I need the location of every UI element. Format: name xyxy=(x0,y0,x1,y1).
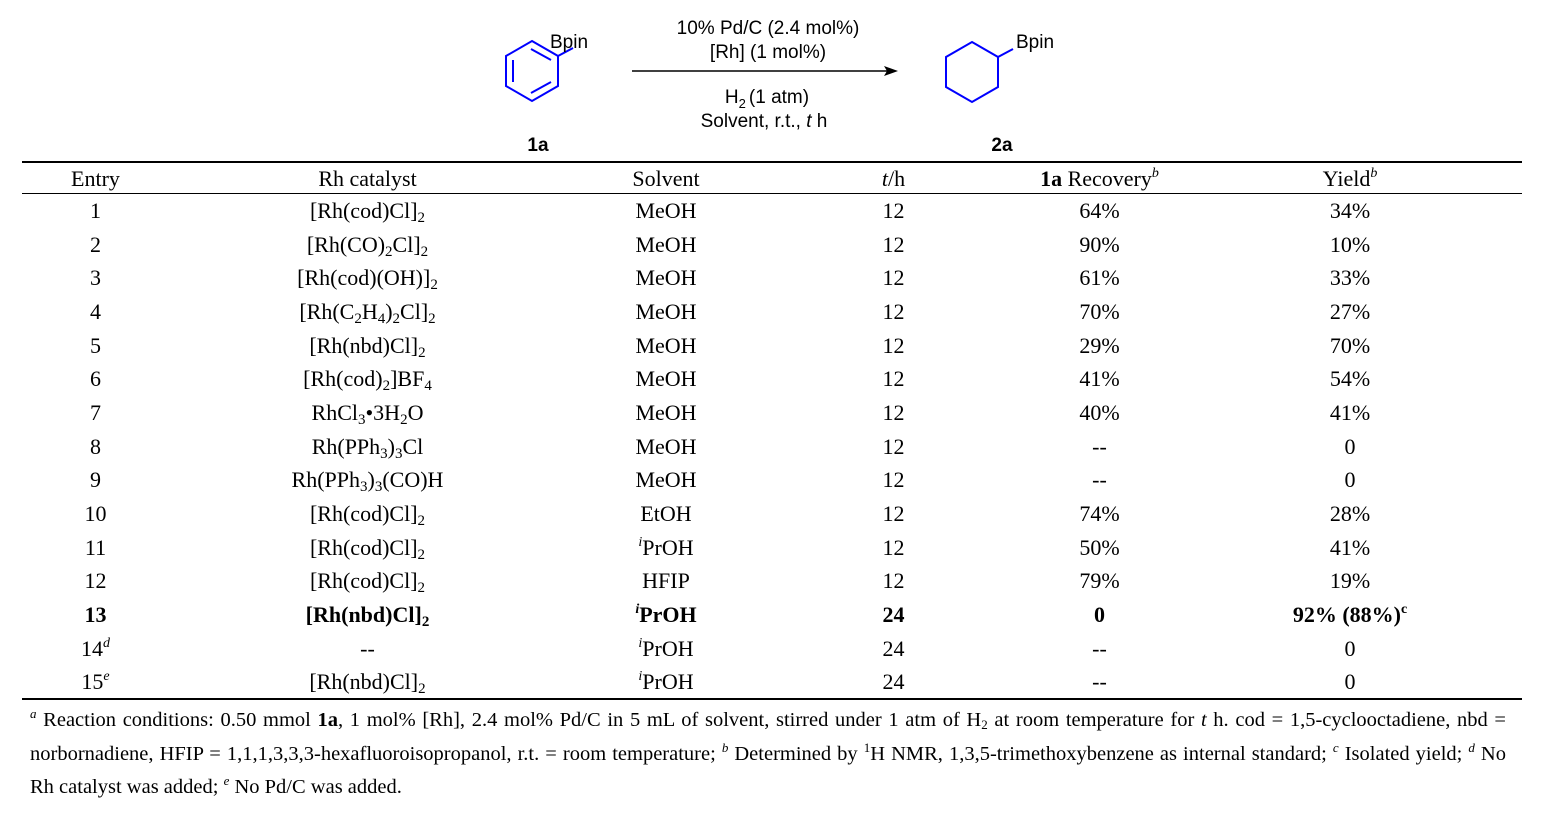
table-row xyxy=(22,261,1522,295)
product-bpin-label: Bpin xyxy=(1016,32,1055,53)
cell-recovery: 41% xyxy=(1079,366,1120,392)
cell-solvent: $^i$PrOH xyxy=(638,635,694,661)
cell-recovery: -- xyxy=(1092,467,1107,493)
table-row xyxy=(22,228,1522,262)
table-row xyxy=(22,666,1522,700)
cell-yield: 0 xyxy=(1344,467,1356,493)
table-row xyxy=(22,565,1522,599)
cell-catalyst: $[Rh(C_2H_4)_2Cl]_2$ xyxy=(299,298,436,327)
table-row xyxy=(22,362,1522,396)
cell-time: 24 xyxy=(882,635,905,661)
cell-time: 12 xyxy=(882,534,905,560)
cell-time: 24 xyxy=(882,602,905,628)
header-entry: Entry xyxy=(71,165,120,191)
reaction-scheme xyxy=(0,0,1541,160)
condition-rh: [Rh] (1 mol%) xyxy=(709,42,827,63)
cell-recovery: 64% xyxy=(1079,197,1120,223)
cell-time: 12 xyxy=(882,298,905,324)
cell-solvent: $^i$PrOH xyxy=(638,669,694,695)
results-table xyxy=(22,163,1522,699)
table-row xyxy=(22,464,1522,498)
cell-yield: 27% xyxy=(1329,298,1371,324)
table-row xyxy=(22,632,1522,666)
cell-yield: 33% xyxy=(1329,265,1371,291)
cell-entry: 5 xyxy=(90,332,101,358)
cell-solvent: $^i$PrOH xyxy=(635,602,697,628)
cell-time: 12 xyxy=(882,568,905,594)
cell-catalyst: $Rh(PPh_3)_3Cl$ xyxy=(311,433,424,462)
cell-yield: 92% $(88\%)^c$ xyxy=(1292,602,1408,628)
table-header-row xyxy=(22,163,1522,194)
cell-entry: 14$^d$ xyxy=(81,635,110,661)
cell-catalyst: $[Rh(cod)(OH)]_2$ xyxy=(297,265,438,294)
header-catalyst: Rh catalyst xyxy=(318,165,417,191)
cell-catalyst: $[Rh(nbd)Cl]_2$ xyxy=(305,602,430,631)
cell-recovery: 40% xyxy=(1079,399,1120,425)
cell-yield: 0 xyxy=(1344,669,1356,695)
reactant-label: 1a xyxy=(527,135,549,156)
cell-time: 12 xyxy=(882,467,905,493)
table-footnote: $^a$ Reaction conditions: 0.50 mmol 1a, 1 mol% [Rh], 2.4 mol% Pd/C in 5 mL of solvent, stirred under 1 atm of $H_2$ at room temperature for t h. cod = 1,5-cyclooctadiene, nbd = norbornadiene, HFIP = 1,1,1,3,3,3-hexafluoroisopropanol, r.t. = room temperature; $^b$ Determined by $^1$H NMR, 1,3,5-trimethoxybenzene as internal standard; $^c$ Isolated yield; $^d$ No Rh catalyst was added; $^e$ No Pd/C was added. xyxy=(30,706,1506,798)
condition-solvent: Solvent, r.t., t h xyxy=(700,111,828,132)
cell-yield: 0 xyxy=(1344,635,1356,661)
table-row xyxy=(22,598,1522,632)
cell-recovery: 74% xyxy=(1079,501,1120,527)
cell-catalyst: $RhCl_3•3H_2O$ xyxy=(311,399,424,428)
cell-time: 12 xyxy=(882,399,905,425)
cell-solvent: EtOH xyxy=(640,501,692,527)
cell-catalyst: $[Rh(cod)Cl]_2$ xyxy=(309,501,426,530)
cell-recovery: -- xyxy=(1092,669,1107,695)
cell-catalyst: $[Rh(cod)Cl]_2$ xyxy=(309,534,426,563)
condition-catalyst: 10% Pd/C (2.4 mol%) xyxy=(676,18,860,39)
table-row xyxy=(22,295,1522,329)
cell-yield: 70% xyxy=(1329,332,1371,358)
cell-catalyst: $[Rh(CO)_2Cl]_2$ xyxy=(306,231,429,260)
cell-entry: 10 xyxy=(84,501,107,527)
cell-yield: 19% xyxy=(1329,568,1371,594)
condition-h2: $H_2$ (1 atm) xyxy=(724,87,810,111)
cell-entry: 8 xyxy=(90,433,101,459)
cell-solvent: MeOH xyxy=(635,298,697,324)
cell-yield: 0 xyxy=(1344,433,1356,459)
cell-entry: 7 xyxy=(90,399,101,425)
cell-recovery: 79% xyxy=(1079,568,1120,594)
cell-recovery: 50% xyxy=(1079,534,1120,560)
cell-catalyst: $[Rh(cod)Cl]_2$ xyxy=(309,197,426,226)
table-body xyxy=(22,194,1522,699)
cell-catalyst: $[Rh(nbd)Cl]_2$ xyxy=(309,332,426,361)
cell-entry: 4 xyxy=(90,298,101,324)
table-row xyxy=(22,329,1522,363)
cell-recovery: 0 xyxy=(1094,602,1105,628)
cell-entry: 13 xyxy=(84,602,107,628)
cell-solvent: MeOH xyxy=(635,231,697,257)
cell-recovery: 61% xyxy=(1079,265,1120,291)
cell-entry: 9 xyxy=(90,467,101,493)
cell-yield: 54% xyxy=(1329,366,1371,392)
cell-yield: 41% xyxy=(1329,534,1371,560)
header-recovery: 1a Recovery$^b$ xyxy=(1040,165,1159,191)
cell-entry: 3 xyxy=(90,265,101,291)
cell-yield: 10% xyxy=(1329,231,1371,257)
cell-catalyst: $[Rh(nbd)Cl]_2$ xyxy=(309,669,426,698)
cell-yield: 41% xyxy=(1329,399,1371,425)
table-row xyxy=(22,430,1522,464)
header-time: t/h xyxy=(881,165,906,191)
cell-yield: 28% xyxy=(1329,501,1371,527)
cell-yield: 34% xyxy=(1329,197,1371,223)
cell-time: 12 xyxy=(882,231,905,257)
cell-solvent: MeOH xyxy=(635,265,697,291)
cell-solvent: MeOH xyxy=(635,433,697,459)
table-row xyxy=(22,396,1522,430)
table-row xyxy=(22,497,1522,531)
cell-entry: 12 xyxy=(84,568,107,594)
cell-solvent: HFIP xyxy=(642,568,690,594)
reaction-arrow-icon xyxy=(632,66,898,76)
cell-time: 12 xyxy=(882,433,905,459)
cell-entry: 1 xyxy=(90,197,101,223)
cell-time: 12 xyxy=(882,197,905,223)
cell-recovery: 70% xyxy=(1079,298,1120,324)
cell-time: 12 xyxy=(882,501,905,527)
header-solvent: Solvent xyxy=(632,165,700,191)
cell-solvent: MeOH xyxy=(635,197,697,223)
cell-time: 12 xyxy=(882,332,905,358)
cell-time: 24 xyxy=(882,669,905,695)
cyclohexane-ring-icon xyxy=(946,42,1013,102)
cell-solvent: MeOH xyxy=(635,366,697,392)
cell-solvent: $^i$PrOH xyxy=(638,534,694,560)
cell-catalyst: $[Rh(cod)_2]BF_4$ xyxy=(303,366,432,395)
cell-entry: 2 xyxy=(90,231,101,257)
cell-time: 12 xyxy=(882,265,905,291)
header-yield: Yield$^b$ xyxy=(1322,165,1378,191)
cell-catalyst: $[Rh(cod)Cl]_2$ xyxy=(309,568,426,597)
cell-time: 12 xyxy=(882,366,905,392)
cell-recovery: 90% xyxy=(1079,231,1120,257)
cell-catalyst: -- xyxy=(360,635,375,661)
product-label: 2a xyxy=(991,135,1013,156)
cell-solvent: MeOH xyxy=(635,467,697,493)
cell-recovery: -- xyxy=(1092,635,1107,661)
cell-solvent: MeOH xyxy=(635,332,697,358)
table-row xyxy=(22,531,1522,565)
cell-solvent: MeOH xyxy=(635,399,697,425)
cell-entry: 11 xyxy=(84,534,107,560)
cell-entry: 15e xyxy=(81,669,110,695)
table-row xyxy=(22,194,1522,228)
reactant-bpin-label: Bpin xyxy=(550,32,589,53)
cell-recovery: -- xyxy=(1092,433,1107,459)
cell-entry: 6 xyxy=(90,366,101,392)
cell-catalyst: $Rh(PPh_3)_3(CO)H$ xyxy=(291,467,444,496)
cell-recovery: 29% xyxy=(1079,332,1120,358)
